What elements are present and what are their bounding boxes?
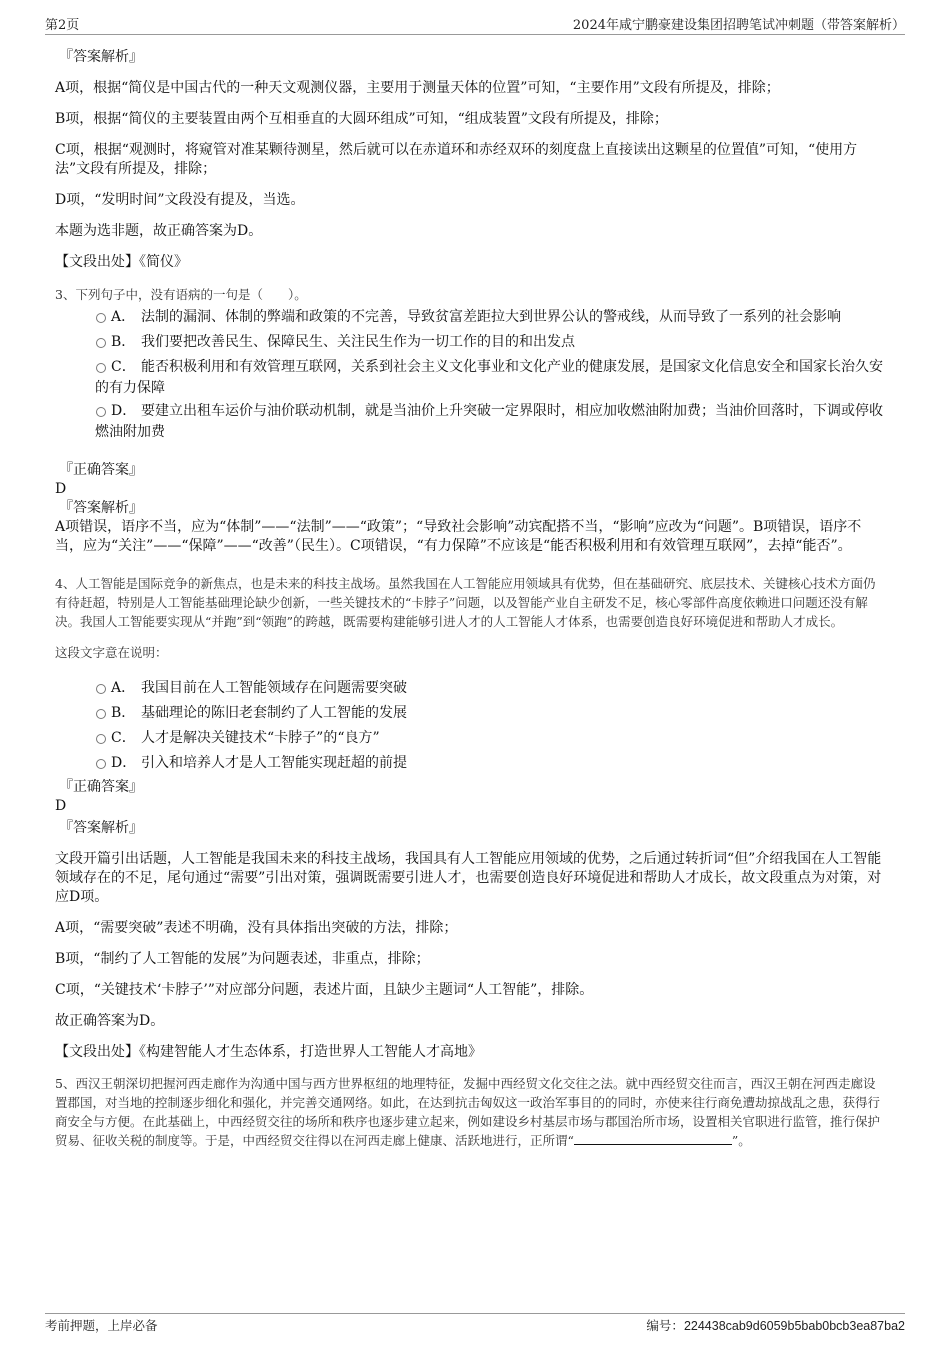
footer-slogan: 考前押题，上岸必备 [45,1318,158,1333]
radio-button[interactable] [96,313,106,323]
radio-button[interactable] [96,407,106,417]
q3-analysis: A项错误，语序不当，应为“体制”——“法制”——“政策”；“导致社会影响”动宾配搭不当，“影响”应改为“问题”。B项错误，语序不当，应为“关注”——“保障”——“改善”（民生）。C项错误，“有力保障”不应该是“能否积极利用和有效管理互联网”，去掉“能否”。 [55,519,862,554]
q4-analysis-c: C项，“关键技术‘卡脖子’”对应部分问题，表述片面，且缺少主题词“人工智能”，排除。 [55,982,594,998]
q2-analysis-d: D项，“发明时间”文段没有提及，当选。 [55,192,305,208]
q4-conclusion: 故正确答案为D。 [55,1013,165,1029]
q4-prompt: 这段文字意在说明： [55,645,168,660]
radio-button[interactable] [96,338,106,348]
page-number: 第2页 [45,18,80,33]
q4-source: 【文段出处】《构建智能人才生态体系，打造世界人工智能人才高地》 [55,1044,482,1060]
q4-option-d[interactable]: D． 引入和培养人才是人工智能实现赶超的前提 [55,753,885,774]
radio-button[interactable] [96,709,106,719]
q2-analysis-label: 『答案解析』 [59,49,143,65]
q4-options [55,678,885,774]
q4-analysis-main: 文段开篇引出话题，人工智能是我国未来的科技主战场，我国具有人工智能应用领域的优势，之后通过转折词“但”介绍我国在人工智能领域存在的不足，尾句通过“需要”引出对策，强调既需要引进人才，也需要创造良好环境促进和帮助人才成长，故文段重点为对策，对应D项。 [55,851,882,905]
document-body [55,48,885,1150]
document-code: 编号：224438cab9d6059b5bab0bcb3ea87ba2 [646,1318,905,1333]
q4-stem: 4、人工智能是国际竞争的新焦点，也是未来的科技主战场。虽然我国在人工智能应用领域具有优势，但在基础研究、底层技术、关键核心技术方面仍有待赶超，特别是人工智能基础理论缺少创新，一些关键技术的“卡脖子”问题，以及智能产业自主研发不足，核心零部件高度依赖进口问题还没有解决。我国人工智能要实现从“并跑”到“领跑”的跨越，既需要构建能够引进人才的人工智能人才体系，也需要创造良好环境促进和帮助人才成长。 [55,576,876,629]
q2-analysis-a: A项，根据“简仪是中国古代的一种天文观测仪器，主要用于测量天体的位置”可知，“主要作用”文段有所提及，排除； [55,80,780,96]
answer-blank [574,1132,732,1145]
q3-option-d[interactable]: D． 要建立出租车运价与油价联动机制，就是当油价上升突破一定界限时，相应加收燃油附加费；当油价回落时，下调或停收燃油附加费 [95,403,883,440]
q4-analysis-b: B项，“制约了人工智能的发展”为问题表述，非重点，排除； [55,951,430,967]
q4-option-c[interactable]: C． 人才是解决关键技术“卡脖子”的“良方” [55,728,885,749]
radio-button[interactable] [96,734,106,744]
q3-option-b[interactable]: B． 我们要把改善民生、保障民生、关注民生作为一切工作的目的和出发点 [55,332,885,353]
q2-analysis-c: C项，根据“观测时，将窥管对准某颗待测星，然后就可以在赤道环和赤经双环的刻度盘上直接读出这颗星的位置值”可知，“使用方法”文段有所提及，排除； [55,142,858,177]
q4-option-a[interactable]: A． 我国目前在人工智能领域存在问题需要突破 [55,678,885,699]
q4-answer: D [55,798,67,814]
q2-conclusion: 本题为选非题，故正确答案为D。 [55,223,263,239]
radio-button[interactable] [96,684,106,694]
page-footer [45,1313,905,1336]
q2-analysis-b: B项，根据“简仪的主要装置由两个互相垂直的大圆环组成”可知，“组成装置”文段有所提及，排除； [55,111,668,127]
q5-stem: 5、西汉王朝深切把握河西走廊作为沟通中国与西方世界枢纽的地理特征，发掘中西经贸文化交往之法。就中西经贸交往而言，西汉王朝在河西走廊设置郡国，对当地的控制逐步细化和强化，并完善交通网络。如此，在达到抗击匈奴这一政治军事目的的同时，亦使来往行商免遭劫掠战乱之患，获得行商安全与方便。在此基础上，中西经贸交往的场所和秩序也逐步建立起来，例如建设乡村基层市场与郡国治所市场，设置相关官职进行监管，推行保护贸易、征收关税的制度等。于是，中西经贸交往得以在河西走廊上健康、活跃地进行，正所谓“ ”。 [55,1076,881,1148]
radio-button[interactable] [96,759,106,769]
q4-option-b[interactable]: B． 基础理论的陈旧老套制约了人工智能的发展 [55,703,885,724]
q2-source: 【文段出处】《简仪》 [55,254,188,270]
radio-button[interactable] [96,363,106,373]
q4-answer-label: 『正确答案』 [59,779,143,795]
q3-analysis-label: 『答案解析』 [59,500,143,516]
q3-option-c[interactable]: C． 能否积极利用和有效管理互联网，关系到社会主义文化事业和文化产业的健康发展，是国家文化信息安全和国家长治久安的有力保障 [95,359,883,396]
q3-options [55,307,885,443]
q3-option-a[interactable]: A． 法制的漏洞、体制的弊端和政策的不完善，导致贫富差距拉大到世界公认的警戒线，从而导致了一系列的社会影响 [55,307,885,328]
q4-analysis-label: 『答案解析』 [59,820,143,836]
q3-answer: D [55,481,67,497]
page-header [45,12,905,35]
document-title: 2024年咸宁鹏豪建设集团招聘笔试冲刺题（带答案解析） [572,18,905,33]
q4-analysis-a: A项，“需要突破”表述不明确，没有具体指出突破的方法，排除； [55,920,458,936]
q3-answer-label: 『正确答案』 [59,462,143,478]
q3-stem: 3、下列句子中，没有语病的一句是（ ）。 [55,287,307,302]
